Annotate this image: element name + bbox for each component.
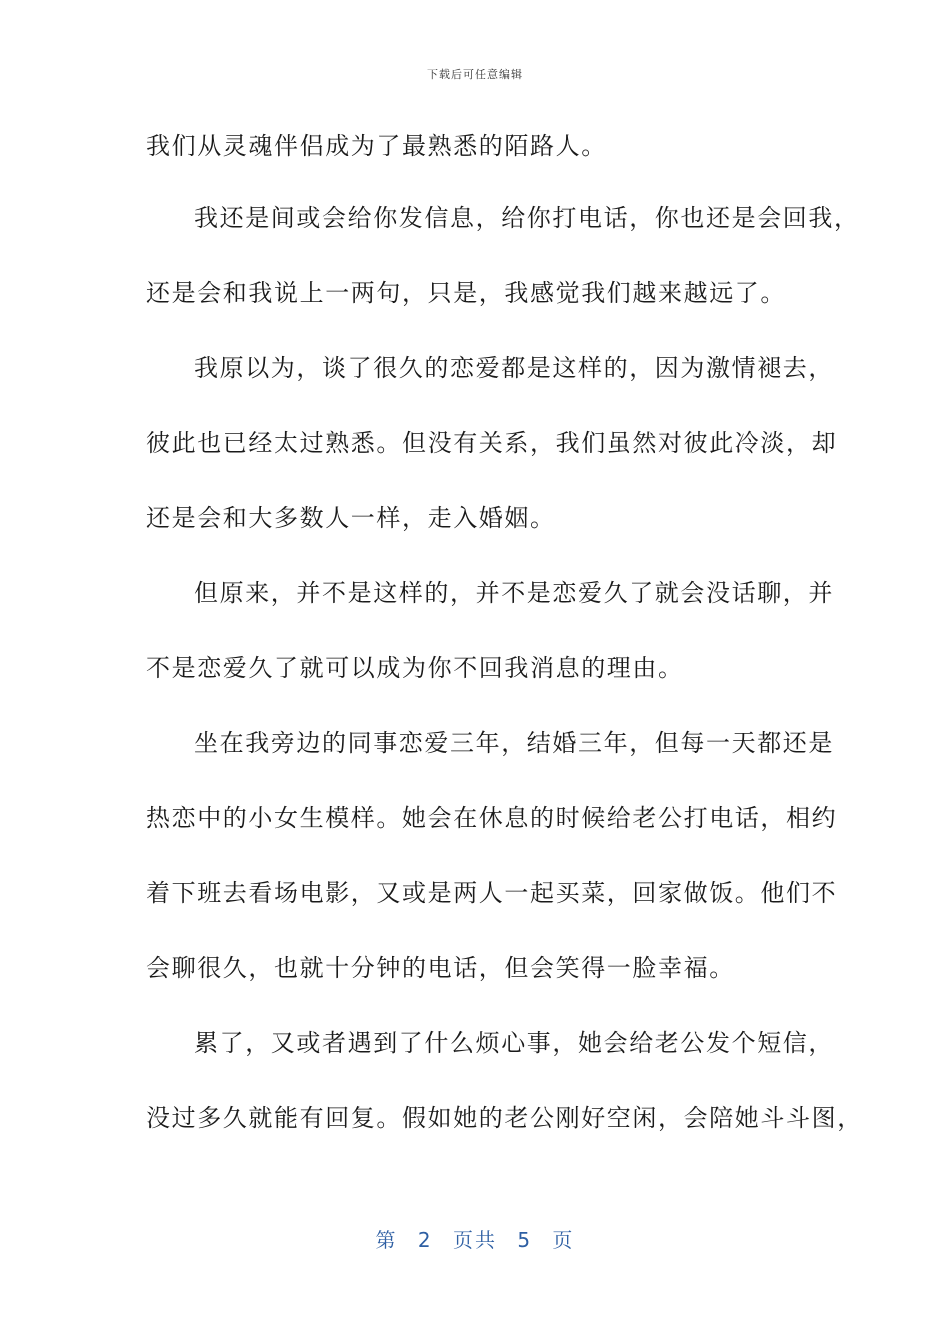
page-header: 下载后可任意编辑	[427, 68, 523, 81]
text-line: 不是恋爱久了就可以成为你不回我消息的理由。	[146, 654, 684, 682]
text-line: 着下班去看场电影，又或是两人一起买菜，回家做饭。他们不	[146, 879, 838, 907]
text-line: 但原来，并不是这样的，并不是恋爱久了就会没话聊，并	[194, 579, 834, 607]
text-line: 会聊很久，也就十分钟的电话，但会笑得一脸幸福。	[146, 954, 735, 982]
text-line: 我还是间或会给你发信息，给你打电话，你也还是会回我，	[194, 204, 860, 232]
text-line: 还是会和我说上一两句，只是，我感觉我们越来越远了。	[146, 279, 786, 307]
text-line: 我们从灵魂伴侣成为了最熟悉的陌路人。	[146, 132, 607, 160]
text-line: 坐在我旁边的同事恋爱三年，结婚三年，但每一天都还是	[194, 729, 834, 757]
text-line: 累了，又或者遇到了什么烦心事，她会给老公发个短信，	[194, 1029, 834, 1057]
text-line: 彼此也已经太过熟悉。但没有关系，我们虽然对彼此冷淡，却	[146, 429, 838, 457]
text-line: 没过多久就能有回复。假如她的老公刚好空闲，会陪她斗斗图，	[146, 1104, 863, 1132]
text-line: 还是会和大多数人一样，走入婚姻。	[146, 504, 556, 532]
text-line: 我原以为，谈了很久的恋爱都是这样的，因为激情褪去，	[194, 354, 834, 382]
text-line: 热恋中的小女生模样。她会在休息的时候给老公打电话，相约	[146, 804, 838, 832]
page-number-footer: 第 2 页共 5 页	[375, 1228, 575, 1252]
